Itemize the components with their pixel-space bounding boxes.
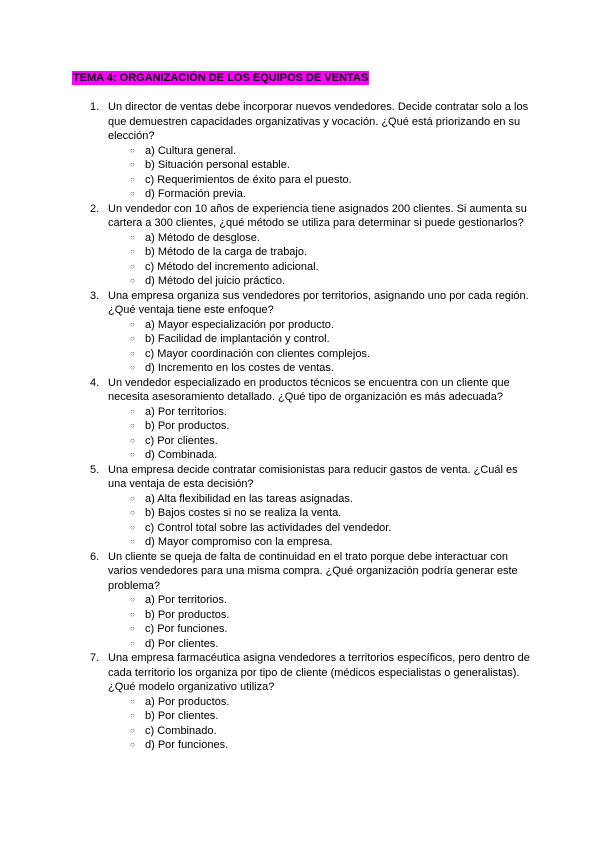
circle-bullet-icon: ○ bbox=[130, 609, 135, 619]
circle-bullet-icon: ○ bbox=[130, 435, 135, 445]
answer-option bbox=[108, 260, 532, 275]
option-text: c) Por clientes. bbox=[145, 434, 218, 447]
answer-option bbox=[108, 506, 532, 521]
question-text: Un cliente se queja de falta de continuidad en el trato porque debe interactuar con varios vendedores para una misma compra. ¿Qué organización podría generar este problema? bbox=[108, 550, 518, 592]
option-text: b) Situación personal estable. bbox=[145, 159, 290, 171]
circle-bullet-icon: ○ bbox=[130, 522, 135, 532]
option-text: c) Mayor coordinación con clientes complejos. bbox=[145, 347, 370, 360]
circle-bullet-icon: ○ bbox=[130, 740, 135, 749]
answer-option bbox=[108, 637, 532, 652]
answer-option bbox=[108, 608, 532, 623]
answer-option bbox=[108, 709, 532, 724]
option-list bbox=[108, 231, 532, 289]
circle-bullet-icon: ○ bbox=[130, 160, 135, 169]
circle-bullet-icon: ○ bbox=[130, 363, 135, 372]
option-text: b) Bajos costes si no se realiza la venta. bbox=[145, 507, 342, 519]
question-item bbox=[72, 289, 532, 376]
answer-option bbox=[108, 231, 532, 246]
circle-bullet-icon: ○ bbox=[130, 319, 135, 329]
answer-option bbox=[108, 347, 532, 362]
answer-option bbox=[108, 419, 532, 434]
option-list bbox=[108, 593, 532, 651]
question-item bbox=[72, 100, 532, 202]
circle-bullet-icon: ○ bbox=[130, 638, 135, 648]
circle-bullet-icon: ○ bbox=[130, 711, 135, 720]
answer-option bbox=[108, 245, 532, 260]
circle-bullet-icon: ○ bbox=[130, 493, 135, 503]
question-text: Un vendedor especializado en productos técnicos se encuentra con un cliente que necesita asesoramiento detallado. ¿Qué tipo de organización es más adecuada? bbox=[108, 376, 510, 403]
answer-option bbox=[108, 535, 532, 550]
question-number: 4. bbox=[90, 376, 100, 389]
answer-option bbox=[108, 448, 532, 463]
circle-bullet-icon: ○ bbox=[130, 725, 135, 735]
answer-option bbox=[108, 724, 532, 739]
option-text: b) Método de la carga de trabajo. bbox=[145, 246, 308, 258]
question-item bbox=[72, 376, 532, 463]
option-text: a) Mayor especialización por producto. bbox=[145, 318, 334, 331]
option-text: a) Por productos. bbox=[145, 695, 230, 708]
answer-option bbox=[108, 622, 532, 637]
answer-option bbox=[108, 274, 532, 289]
question-number: 7. bbox=[90, 652, 100, 664]
option-text: c) Control total sobre las actividades del vendedor. bbox=[145, 521, 392, 534]
circle-bullet-icon: ○ bbox=[130, 406, 135, 416]
circle-bullet-icon: ○ bbox=[130, 508, 135, 517]
option-text: a) Método de desglose. bbox=[145, 231, 260, 244]
answer-option bbox=[108, 492, 532, 507]
answer-option bbox=[108, 405, 532, 420]
answer-option bbox=[108, 738, 532, 753]
option-text: d) Combinada. bbox=[145, 449, 218, 461]
option-text: b) Por clientes. bbox=[145, 710, 219, 722]
question-item bbox=[72, 463, 532, 550]
question-number: 5. bbox=[90, 463, 100, 476]
circle-bullet-icon: ○ bbox=[130, 261, 135, 271]
circle-bullet-icon: ○ bbox=[130, 537, 135, 546]
option-list bbox=[108, 144, 532, 202]
option-text: a) Por territorios. bbox=[145, 405, 227, 418]
question-item bbox=[72, 202, 532, 289]
option-text: d) Por funciones. bbox=[145, 739, 229, 751]
option-text: b) Facilidad de implantación y control. bbox=[145, 333, 330, 345]
option-text: d) Formación previa. bbox=[145, 188, 246, 200]
option-text: b) Por productos. bbox=[145, 420, 230, 432]
circle-bullet-icon: ○ bbox=[130, 174, 135, 184]
option-text: a) Por territorios. bbox=[145, 594, 227, 606]
option-list bbox=[108, 695, 532, 753]
circle-bullet-icon: ○ bbox=[130, 276, 135, 285]
answer-option bbox=[108, 144, 532, 159]
question-number: 2. bbox=[90, 202, 100, 215]
answer-option bbox=[108, 695, 532, 710]
option-text: c) Requerimientos de éxito para el puesto. bbox=[145, 173, 352, 186]
circle-bullet-icon: ○ bbox=[130, 247, 135, 256]
circle-bullet-icon: ○ bbox=[130, 696, 135, 706]
option-text: d) Por clientes. bbox=[145, 637, 219, 650]
answer-option bbox=[108, 158, 532, 173]
option-text: c) Por funciones. bbox=[145, 623, 228, 635]
option-text: d) Mayor compromiso con la empresa. bbox=[145, 536, 333, 548]
circle-bullet-icon: ○ bbox=[130, 421, 135, 430]
circle-bullet-icon: ○ bbox=[130, 189, 135, 198]
question-text: Una empresa farmacéutica asigna vendedores a territorios específicos, pero dentro de cada territorio los organiza por tipo de cliente (médicos especialistas o generalistas). ¿Qué modelo organizativo utiliza? bbox=[108, 652, 530, 693]
option-text: c) Combinado. bbox=[145, 724, 217, 737]
option-list bbox=[108, 405, 532, 463]
circle-bullet-icon: ○ bbox=[130, 334, 135, 343]
circle-bullet-icon: ○ bbox=[130, 595, 135, 604]
option-list bbox=[108, 492, 532, 550]
circle-bullet-icon: ○ bbox=[130, 624, 135, 633]
circle-bullet-icon: ○ bbox=[130, 450, 135, 459]
question-number: 1. bbox=[90, 101, 100, 113]
option-text: d) Método del juicio práctico. bbox=[145, 275, 286, 287]
circle-bullet-icon: ○ bbox=[130, 348, 135, 358]
question-number: 3. bbox=[90, 289, 100, 302]
question-text: Una empresa organiza sus vendedores por territorios, asignando uno por cada región. ¿Qué ventaja tiene este enfoque? bbox=[108, 289, 529, 316]
option-text: a) Cultura general. bbox=[145, 144, 237, 157]
answer-option bbox=[108, 187, 532, 202]
option-text: b) Por productos. bbox=[145, 608, 230, 621]
answer-option bbox=[108, 361, 532, 376]
question-item bbox=[72, 550, 532, 652]
answer-option bbox=[108, 434, 532, 449]
question-list bbox=[72, 100, 532, 753]
circle-bullet-icon: ○ bbox=[130, 145, 135, 155]
answer-option bbox=[108, 173, 532, 188]
option-list bbox=[108, 318, 532, 376]
answer-option bbox=[108, 521, 532, 536]
circle-bullet-icon: ○ bbox=[130, 232, 135, 242]
option-text: d) Incremento en los costes de ventas. bbox=[145, 362, 334, 374]
question-text: Un vendedor con 10 años de experiencia tiene asignados 200 clientes. Si aumenta su cartera a 300 clientes, ¿qué método se utiliza para determinar si puede gestionarlos? bbox=[108, 202, 527, 229]
answer-option bbox=[108, 332, 532, 347]
document-title: TEMA 4: ORGANIZACIÓN DE LOS EQUIPOS DE VENTAS bbox=[73, 72, 369, 84]
answer-option bbox=[108, 593, 532, 608]
question-number: 6. bbox=[90, 550, 100, 563]
answer-option bbox=[108, 318, 532, 333]
option-text: a) Alta flexibilidad en las tareas asignadas. bbox=[145, 492, 353, 505]
option-text: c) Método del incremento adicional. bbox=[145, 260, 319, 273]
question-text: Un director de ventas debe incorporar nuevos vendedores. Decide contratar solo a los que demuestren capacidades organizativas y vocación. ¿Qué está priorizando en su elección? bbox=[108, 101, 529, 142]
question-item bbox=[72, 651, 532, 753]
question-text: Una empresa decide contratar comisionistas para reducir gastos de venta. ¿Cuál es una ventaja de esta decisión? bbox=[108, 463, 518, 490]
